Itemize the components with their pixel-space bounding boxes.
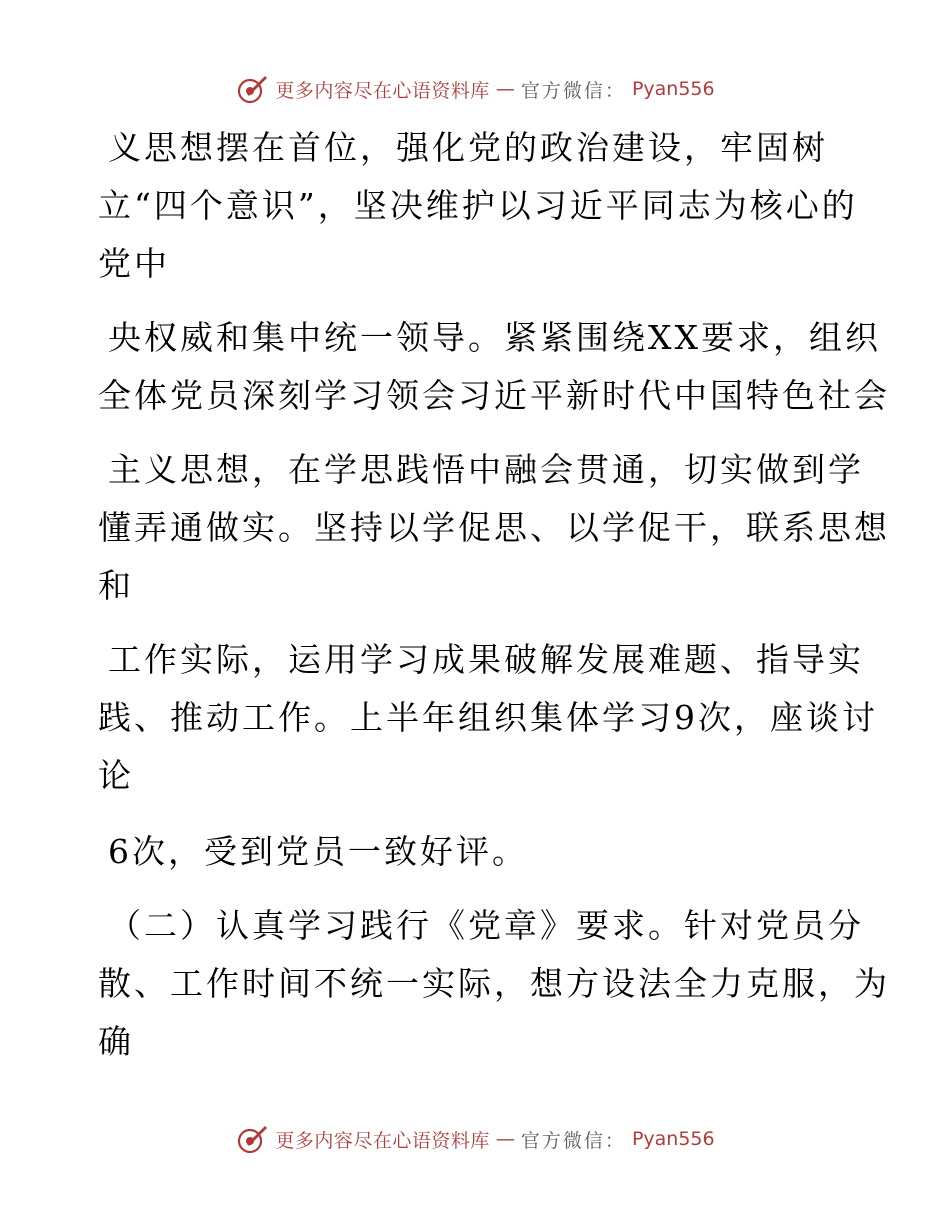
text-line: 全体党员深刻学习领会习近平新时代中国特色社会 [98, 376, 890, 415]
quill-logo-icon [235, 1122, 269, 1156]
text-line: 确 [98, 1022, 134, 1061]
watermark-dash: — [495, 78, 515, 100]
watermark-id: Pyan556 [631, 78, 715, 100]
text-line: 践、推动工作。上半年组织集体学习9次，座谈讨 [98, 698, 878, 737]
text-line: 懂弄通做实。坚持以学促思、以学促干，联系思想 [98, 508, 890, 547]
text-line: 主义思想，在学思践悟中融会贯通，切实做到学 [108, 450, 864, 489]
text-line: 工作实际，运用学习成果破解发展难题、指导实 [108, 640, 864, 679]
watermark-text: 更多内容尽在心语资料库 [275, 79, 490, 102]
text-line: 义思想摆在首位，强化党的政治建设，牢固树 [108, 128, 828, 167]
watermark-footer [0, 1122, 950, 1156]
watermark-label: 官方微信： [520, 1129, 626, 1152]
watermark-id: Pyan556 [631, 1128, 715, 1150]
text-line: 6次，受到党员一致好评。 [108, 832, 528, 871]
text-line: 散、工作时间不统一实际，想方设法全力克服，为 [98, 964, 890, 1003]
watermark-dash: — [495, 1128, 515, 1150]
text-line: 论 [98, 756, 134, 795]
text-line: 党中 [98, 244, 170, 283]
text-line: （二）认真学习践行《党章》要求。针对党员分 [108, 906, 864, 945]
watermark-label: 官方微信： [520, 79, 626, 102]
watermark-text: 更多内容尽在心语资料库 [275, 1129, 490, 1152]
text-line: 和 [98, 566, 134, 605]
text-line: 央权威和集中统一领导。紧紧围绕XX要求，组织 [108, 318, 881, 357]
text-line: 立“四个意识”，坚决维护以习近平同志为核心的 [98, 186, 858, 225]
